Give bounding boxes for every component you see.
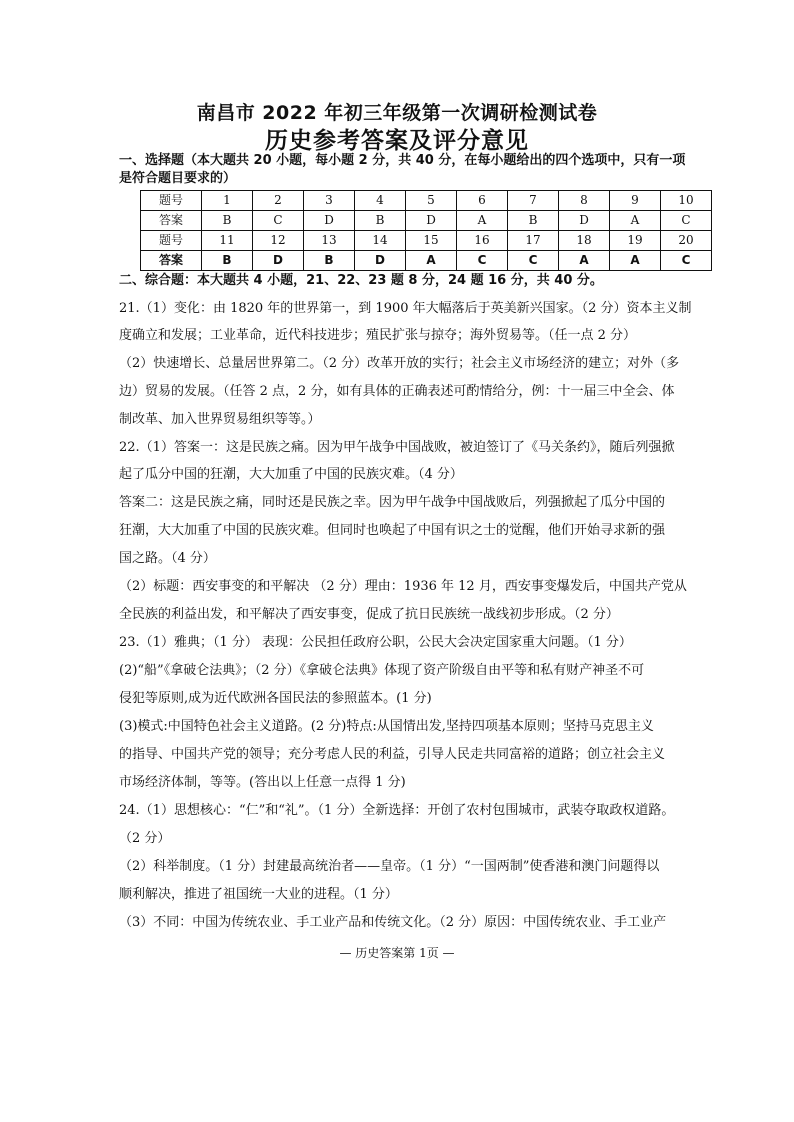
answer-line: 全民族的利益出发，和平解决了西安事变，促成了抗日民族统一战线初步形成。（2 分） — [119, 607, 619, 622]
table-row — [141, 191, 712, 211]
answer-line: （2）科举制度。（1 分）封建最高统治者——皇帝。（1 分）“一国两制”使香港和澳门问题得以 — [119, 859, 660, 874]
table-cell: 14 — [355, 231, 406, 251]
table-cell: D — [355, 251, 406, 271]
table-cell: A — [559, 251, 610, 271]
row-label: 题号 — [141, 191, 202, 211]
answer-line: 度确立和发展；工业革命，近代科技进步；殖民扩张与掠夺；海外贸易等。（任一点 2 分） — [119, 328, 637, 343]
document-title: 南昌市 2022 年初三年级第一次调研检测试卷 — [196, 102, 598, 124]
answer-line: 24.（1）思想核心：“仁”和“礼”。（1 分）全新选择：开创了农村包围城市，武装夺取政权道路。 — [119, 803, 675, 818]
table-cell: 13 — [304, 231, 355, 251]
table-cell: 3 — [304, 191, 355, 211]
table-cell: 4 — [355, 191, 406, 211]
answer-line: 制改革、加入世界贸易组织等等。） — [119, 412, 321, 427]
table-cell: D — [304, 211, 355, 231]
page-footer: — 历史答案第 1页 — — [339, 946, 455, 960]
table-cell: A — [457, 211, 508, 231]
answer-line: 的指导、中国共产党的领导；充分考虑人民的利益，引导人民走共同富裕的道路；创立社会主义 — [119, 747, 666, 762]
answer-line: （2）快速增长、总量居世界第二。（2 分）改革开放的实行；社会主义市场经济的建立；对外（多 — [119, 356, 680, 371]
table-cell: D — [253, 251, 304, 271]
table-cell: 7 — [508, 191, 559, 211]
table-cell: 18 — [559, 231, 610, 251]
section1-heading: 一、选择题（本大题共 20 小题，每小题 2 分，共 40 分，在每小题给出的四个选项中，只有一项 — [119, 153, 686, 168]
answer-table — [140, 190, 712, 271]
table-cell: 2 — [253, 191, 304, 211]
section1-heading-cont: 是符合题目要求的） — [119, 171, 237, 186]
table-cell: C — [253, 211, 304, 231]
table-cell: D — [559, 211, 610, 231]
answer-line: 答案二：这是民族之痛，同时还是民族之幸。因为甲午战争中国战败后，列强掀起了瓜分中国的 — [119, 495, 666, 510]
table-cell: 8 — [559, 191, 610, 211]
table-row — [141, 211, 712, 231]
answer-line: （2）标题：西安事变的和平解决 （2 分）理由：1936 年 12 月，西安事变爆发后，中国共产党从 — [119, 579, 687, 594]
table-cell: A — [610, 251, 661, 271]
table-cell: 1 — [202, 191, 253, 211]
table-cell: B — [304, 251, 355, 271]
answer-line: 市场经济体制，等等。(答出以上任意一点得 1 分) — [119, 775, 406, 790]
table-cell: 9 — [610, 191, 661, 211]
row-label: 答案 — [141, 211, 202, 231]
table-cell: A — [406, 251, 457, 271]
table-cell: C — [457, 251, 508, 271]
answer-line: 国之路。（4 分） — [119, 551, 216, 566]
table-cell: C — [661, 251, 712, 271]
table-cell: 16 — [457, 231, 508, 251]
document-subtitle: 历史参考答案及评分意见 — [265, 128, 529, 154]
table-row — [141, 251, 712, 271]
answer-line: 22.（1）答案一：这是民族之痛。因为甲午战争中国战败，被迫签订了《马关条约》，随后列强掀 — [119, 440, 675, 455]
table-cell: 20 — [661, 231, 712, 251]
table-cell: 5 — [406, 191, 457, 211]
answer-line: （2 分） — [119, 831, 171, 846]
table-cell: 11 — [202, 231, 253, 251]
table-cell: A — [610, 211, 661, 231]
table-row — [141, 231, 712, 251]
table-cell: 6 — [457, 191, 508, 211]
answer-line: 顺利解决，推进了祖国统一大业的进程。（1 分） — [119, 887, 398, 902]
row-label: 答案 — [141, 251, 202, 271]
answer-line: 狂潮，大大加重了中国的民族灾难。但同时也唤起了中国有识之士的觉醒，他们开始寻求新的强 — [119, 523, 666, 538]
table-cell: B — [202, 251, 253, 271]
table-cell: 10 — [661, 191, 712, 211]
answer-line: 23.（1）雅典；（1 分） 表现：公民担任政府公职，公民大会决定国家重大问题。（1 分） — [119, 635, 632, 650]
answer-line: 边）贸易的发展。（任答 2 点，2 分，如有具体的正确表述可酌情给分，例：十一届三中全会、体 — [119, 384, 675, 399]
table-cell: C — [661, 211, 712, 231]
table-cell: 15 — [406, 231, 457, 251]
table-cell: D — [406, 211, 457, 231]
answer-line: (2)“船”《拿破仑法典》；（2 分）《拿破仑法典》体现了资产阶级自由平等和私有财产神圣不可 — [119, 663, 645, 678]
answer-line: 起了瓜分中国的狂潮，大大加重了中国的民族灾难。（4 分） — [119, 467, 463, 482]
answer-line: 侵犯等原则,成为近代欧洲各国民法的参照蓝本。(1 分) — [119, 691, 432, 706]
answer-line: 21.（1）变化：由 1820 年的世界第一，到 1900 年大幅落后于英美新兴国家。（2 分）资本主义制 — [119, 301, 692, 316]
answer-line: (3)模式:中国特色社会主义道路。(2 分)特点:从国情出发,坚持四项基本原则；坚持马克思主义 — [119, 719, 654, 734]
table-cell: B — [355, 211, 406, 231]
table-cell: 12 — [253, 231, 304, 251]
table-cell: C — [508, 251, 559, 271]
section2-heading: 二、综合题：本大题共 4 小题，21、22、23 题 8 分，24 题 16 分，共 40 分。 — [119, 273, 603, 288]
table-cell: 19 — [610, 231, 661, 251]
row-label: 题号 — [141, 231, 202, 251]
answer-line: （3）不同：中国为传统农业、手工业产品和传统文化。（2 分）原因：中国传统农业、手工业产 — [119, 915, 667, 930]
table-cell: 17 — [508, 231, 559, 251]
table-cell: B — [202, 211, 253, 231]
table-cell: B — [508, 211, 559, 231]
